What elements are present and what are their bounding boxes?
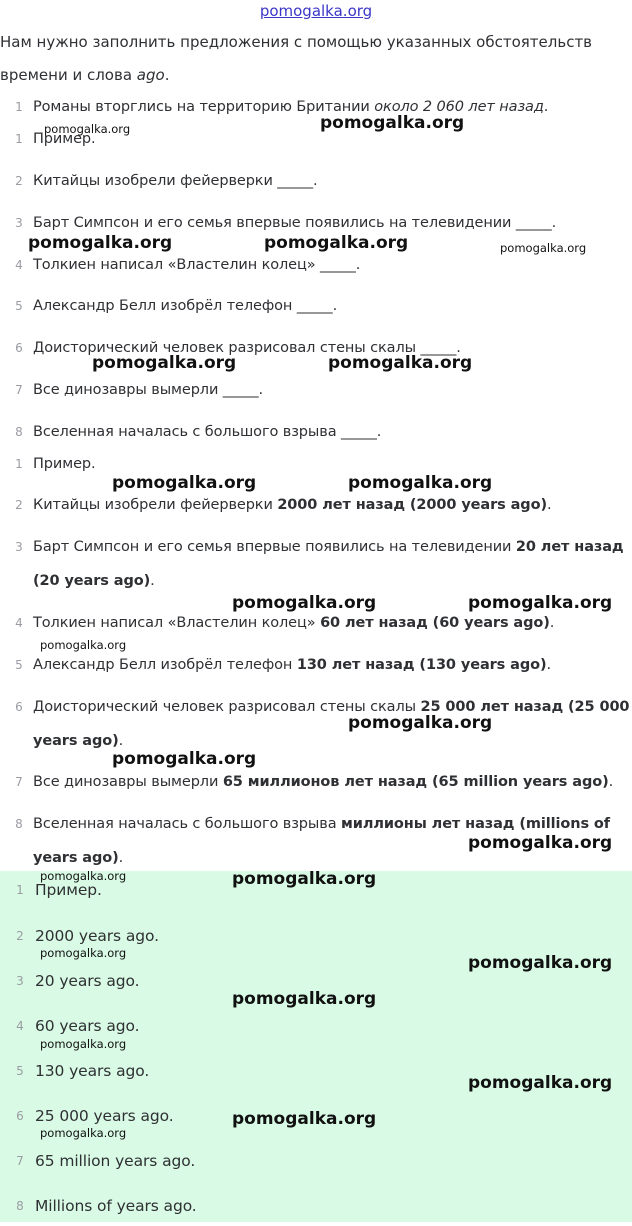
watermark: pomogalka.org <box>40 869 127 883</box>
item-number: 3 <box>16 974 24 988</box>
item-text: Доисторический человек разрисовал стены скалы 25 000 лет назад (25 000 years ago). <box>33 699 630 749</box>
list-item <box>0 255 632 285</box>
item-text: 2000 years ago. <box>35 927 159 945</box>
watermark: pomogalka.org <box>44 122 131 136</box>
item-number: 7 <box>15 383 23 397</box>
answer-item <box>0 655 632 685</box>
item-number: 7 <box>16 1154 24 1168</box>
item-number: 8 <box>16 1199 24 1213</box>
watermark: pomogalka.org <box>264 233 409 253</box>
item-number: 8 <box>15 817 23 831</box>
item-text: Вселенная началась с большого взрыва миллионы лет назад (millions of years ago). <box>33 816 610 866</box>
watermark: pomogalka.org <box>468 1073 613 1093</box>
site-title-link[interactable]: pomogalka.org <box>259 2 373 20</box>
watermark: pomogalka.org <box>468 593 613 613</box>
item-text: Доисторический человек разрисовал стены скалы _____. <box>33 340 461 356</box>
item-text: Александр Белл изобрёл телефон 130 лет назад (130 years ago). <box>33 657 552 673</box>
watermark: pomogalka.org <box>348 473 493 493</box>
item-text: 20 years ago. <box>35 972 140 990</box>
item-text: Толкиен написал «Властелин колец» _____. <box>33 257 361 273</box>
answer-item <box>0 495 632 525</box>
intro-line-2: времени и слова ago. <box>0 66 170 84</box>
item-text: 130 years ago. <box>35 1062 150 1080</box>
item-number: 8 <box>15 425 23 439</box>
item-text: Все динозавры вымерли _____. <box>33 382 264 398</box>
watermark: pomogalka.org <box>232 989 377 1009</box>
item-number: 1 <box>15 100 23 114</box>
watermark: pomogalka.org <box>468 833 613 853</box>
list-item <box>0 171 632 201</box>
item-number: 2 <box>15 498 23 512</box>
item-text: Толкиен написал «Властелин колец» 60 лет назад (60 years ago). <box>33 615 555 631</box>
answer-item <box>0 697 632 761</box>
item-text: Китайцы изобрели фейерверки 2000 лет назад (2000 years ago). <box>33 497 552 513</box>
answer-item <box>0 454 632 484</box>
item-text: 65 million years ago. <box>35 1152 196 1170</box>
answer-item <box>0 772 632 802</box>
watermark: pomogalka.org <box>40 1126 127 1140</box>
item-number: 4 <box>16 1019 24 1033</box>
watermark: pomogalka.org <box>348 713 493 733</box>
item-text: 60 years ago. <box>35 1017 140 1035</box>
watermark: pomogalka.org <box>500 241 587 255</box>
item-text: Барт Симпсон и его семья впервые появились на телевидении 20 лет назад (20 years ago). <box>33 539 624 589</box>
item-text: Пример. <box>33 456 96 472</box>
item-text: Пример. <box>35 881 102 899</box>
list-item <box>0 380 632 410</box>
item-number: 5 <box>16 1064 24 1078</box>
item-number: 4 <box>15 258 23 272</box>
watermark: pomogalka.org <box>232 869 377 889</box>
item-number: 7 <box>15 775 23 789</box>
item-number: 4 <box>15 616 23 630</box>
watermark: pomogalka.org <box>468 953 613 973</box>
item-number: 1 <box>15 132 23 146</box>
list-item <box>0 422 632 452</box>
item-text: Александр Белл изобрёл телефон _____. <box>33 298 338 314</box>
item-number: 5 <box>15 658 23 672</box>
watermark: pomogalka.org <box>232 1109 377 1129</box>
item-text: Вселенная началась с большого взрыва _____. <box>33 424 382 440</box>
list-item <box>0 296 632 326</box>
item-number: 6 <box>15 341 23 355</box>
watermark: pomogalka.org <box>320 113 465 133</box>
item-number: 3 <box>15 540 23 554</box>
watermark: pomogalka.org <box>40 946 127 960</box>
item-text: Все динозавры вымерли 65 миллионов лет назад (65 million years ago). <box>33 774 614 790</box>
watermark: pomogalka.org <box>232 593 377 613</box>
item-number: 2 <box>16 929 24 943</box>
watermark: pomogalka.org <box>112 749 257 769</box>
watermark: pomogalka.org <box>112 473 257 493</box>
item-number: 1 <box>16 883 24 897</box>
watermark: pomogalka.org <box>40 638 127 652</box>
item-number: 2 <box>15 174 23 188</box>
item-text: Пример. <box>33 131 96 147</box>
watermark: pomogalka.org <box>328 353 473 373</box>
item-number: 3 <box>15 216 23 230</box>
item-text: 25 000 years ago. <box>35 1107 174 1125</box>
watermark: pomogalka.org <box>28 233 173 253</box>
item-number: 1 <box>15 457 23 471</box>
green-list-item <box>0 1151 632 1181</box>
item-number: 5 <box>15 299 23 313</box>
item-text: Барт Симпсон и его семья впервые появились на телевидении _____. <box>33 215 557 231</box>
watermark: pomogalka.org <box>92 353 237 373</box>
intro-line-1: Нам нужно заполнить предложения с помощью указанных обстоятельств <box>0 33 593 51</box>
watermark: pomogalka.org <box>40 1037 127 1051</box>
intro-text <box>0 26 630 92</box>
item-text: Millions of years ago. <box>35 1197 197 1215</box>
answer-item <box>0 537 632 601</box>
item-number: 6 <box>16 1109 24 1123</box>
item-text: Романы вторглись на территорию Британии около 2 060 лет назад. <box>33 99 549 115</box>
item-number: 6 <box>15 700 23 714</box>
item-text: Китайцы изобрели фейерверки _____. <box>33 173 318 189</box>
